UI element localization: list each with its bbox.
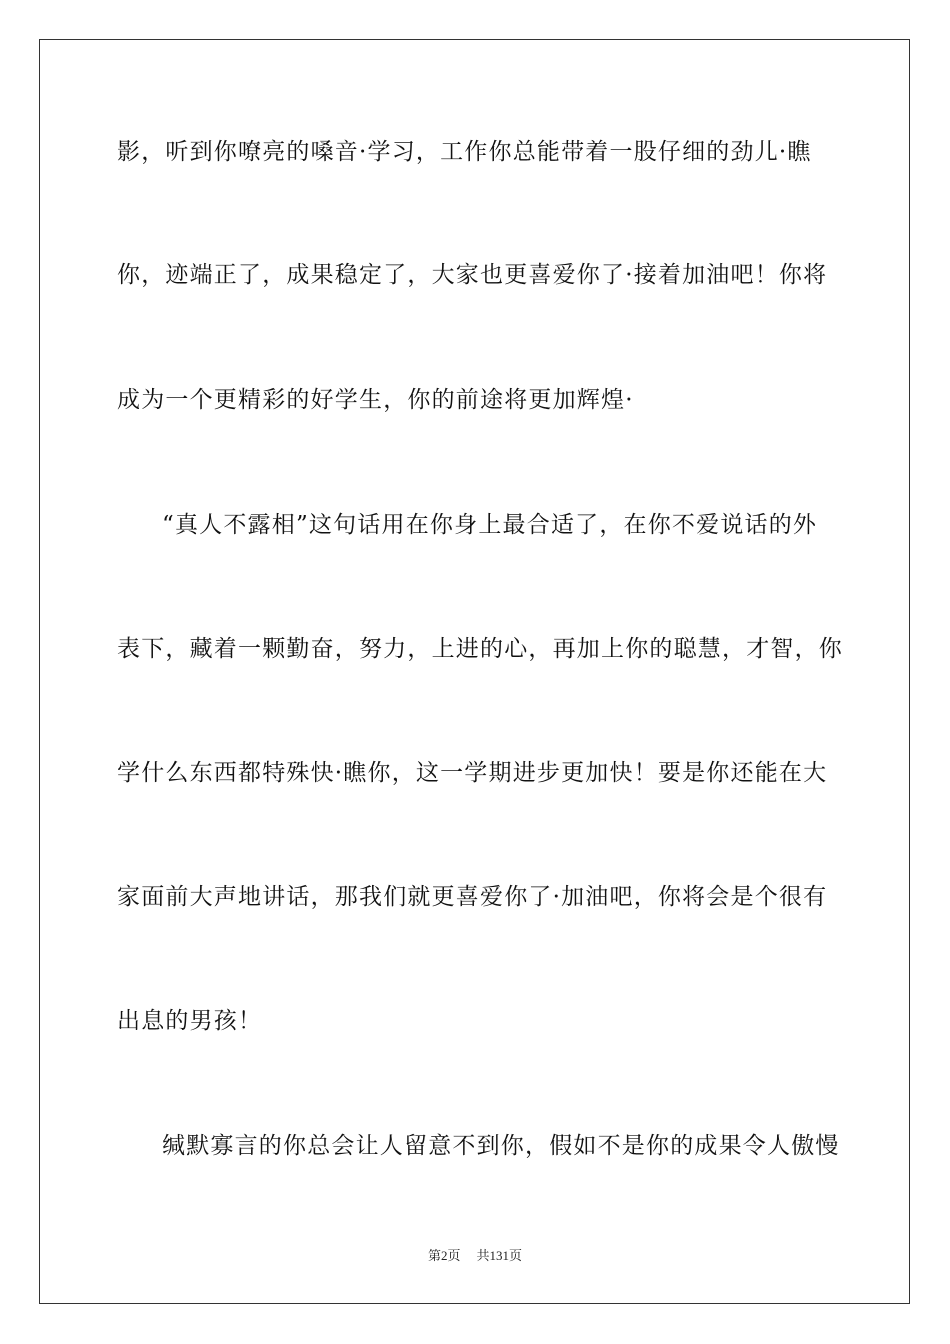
text-line-7: 家面前大声地讲话，那我们就更喜爱你了·加油吧，你将会是个很有 (117, 884, 828, 910)
text-line-4: “真人不露相”这句话用在你身上最合适了，在你不爱说话的外 (162, 512, 818, 538)
text-line-3: 成为一个更精彩的好学生，你的前途将更加辉煌· (117, 387, 634, 413)
text-line-6: 学什么东西都特殊快·瞧你，这一学期进步更加快！要是你还能在大 (117, 760, 828, 786)
page-number: 第2页 (427, 1248, 461, 1263)
text-line-5: 表下，藏着一颗勤奋，努力，上进的心，再加上你的聪慧，才智，你 (117, 636, 843, 662)
page-footer (0, 1247, 950, 1265)
text-line-8: 出息的男孩！ (117, 1008, 263, 1034)
page-total: 共131页 (476, 1248, 523, 1263)
page-border (39, 39, 910, 1304)
text-line-9: 缄默寡言的你总会让人留意不到你，假如不是你的成果令人傲慢 (162, 1133, 840, 1159)
text-line-1: 影，听到你嘹亮的嗓音·学习，工作你总能带着一股仔细的劲儿·瞧 (117, 139, 812, 165)
text-line-2: 你，迹端正了，成果稳定了，大家也更喜爱你了·接着加油吧！你将 (117, 262, 828, 288)
